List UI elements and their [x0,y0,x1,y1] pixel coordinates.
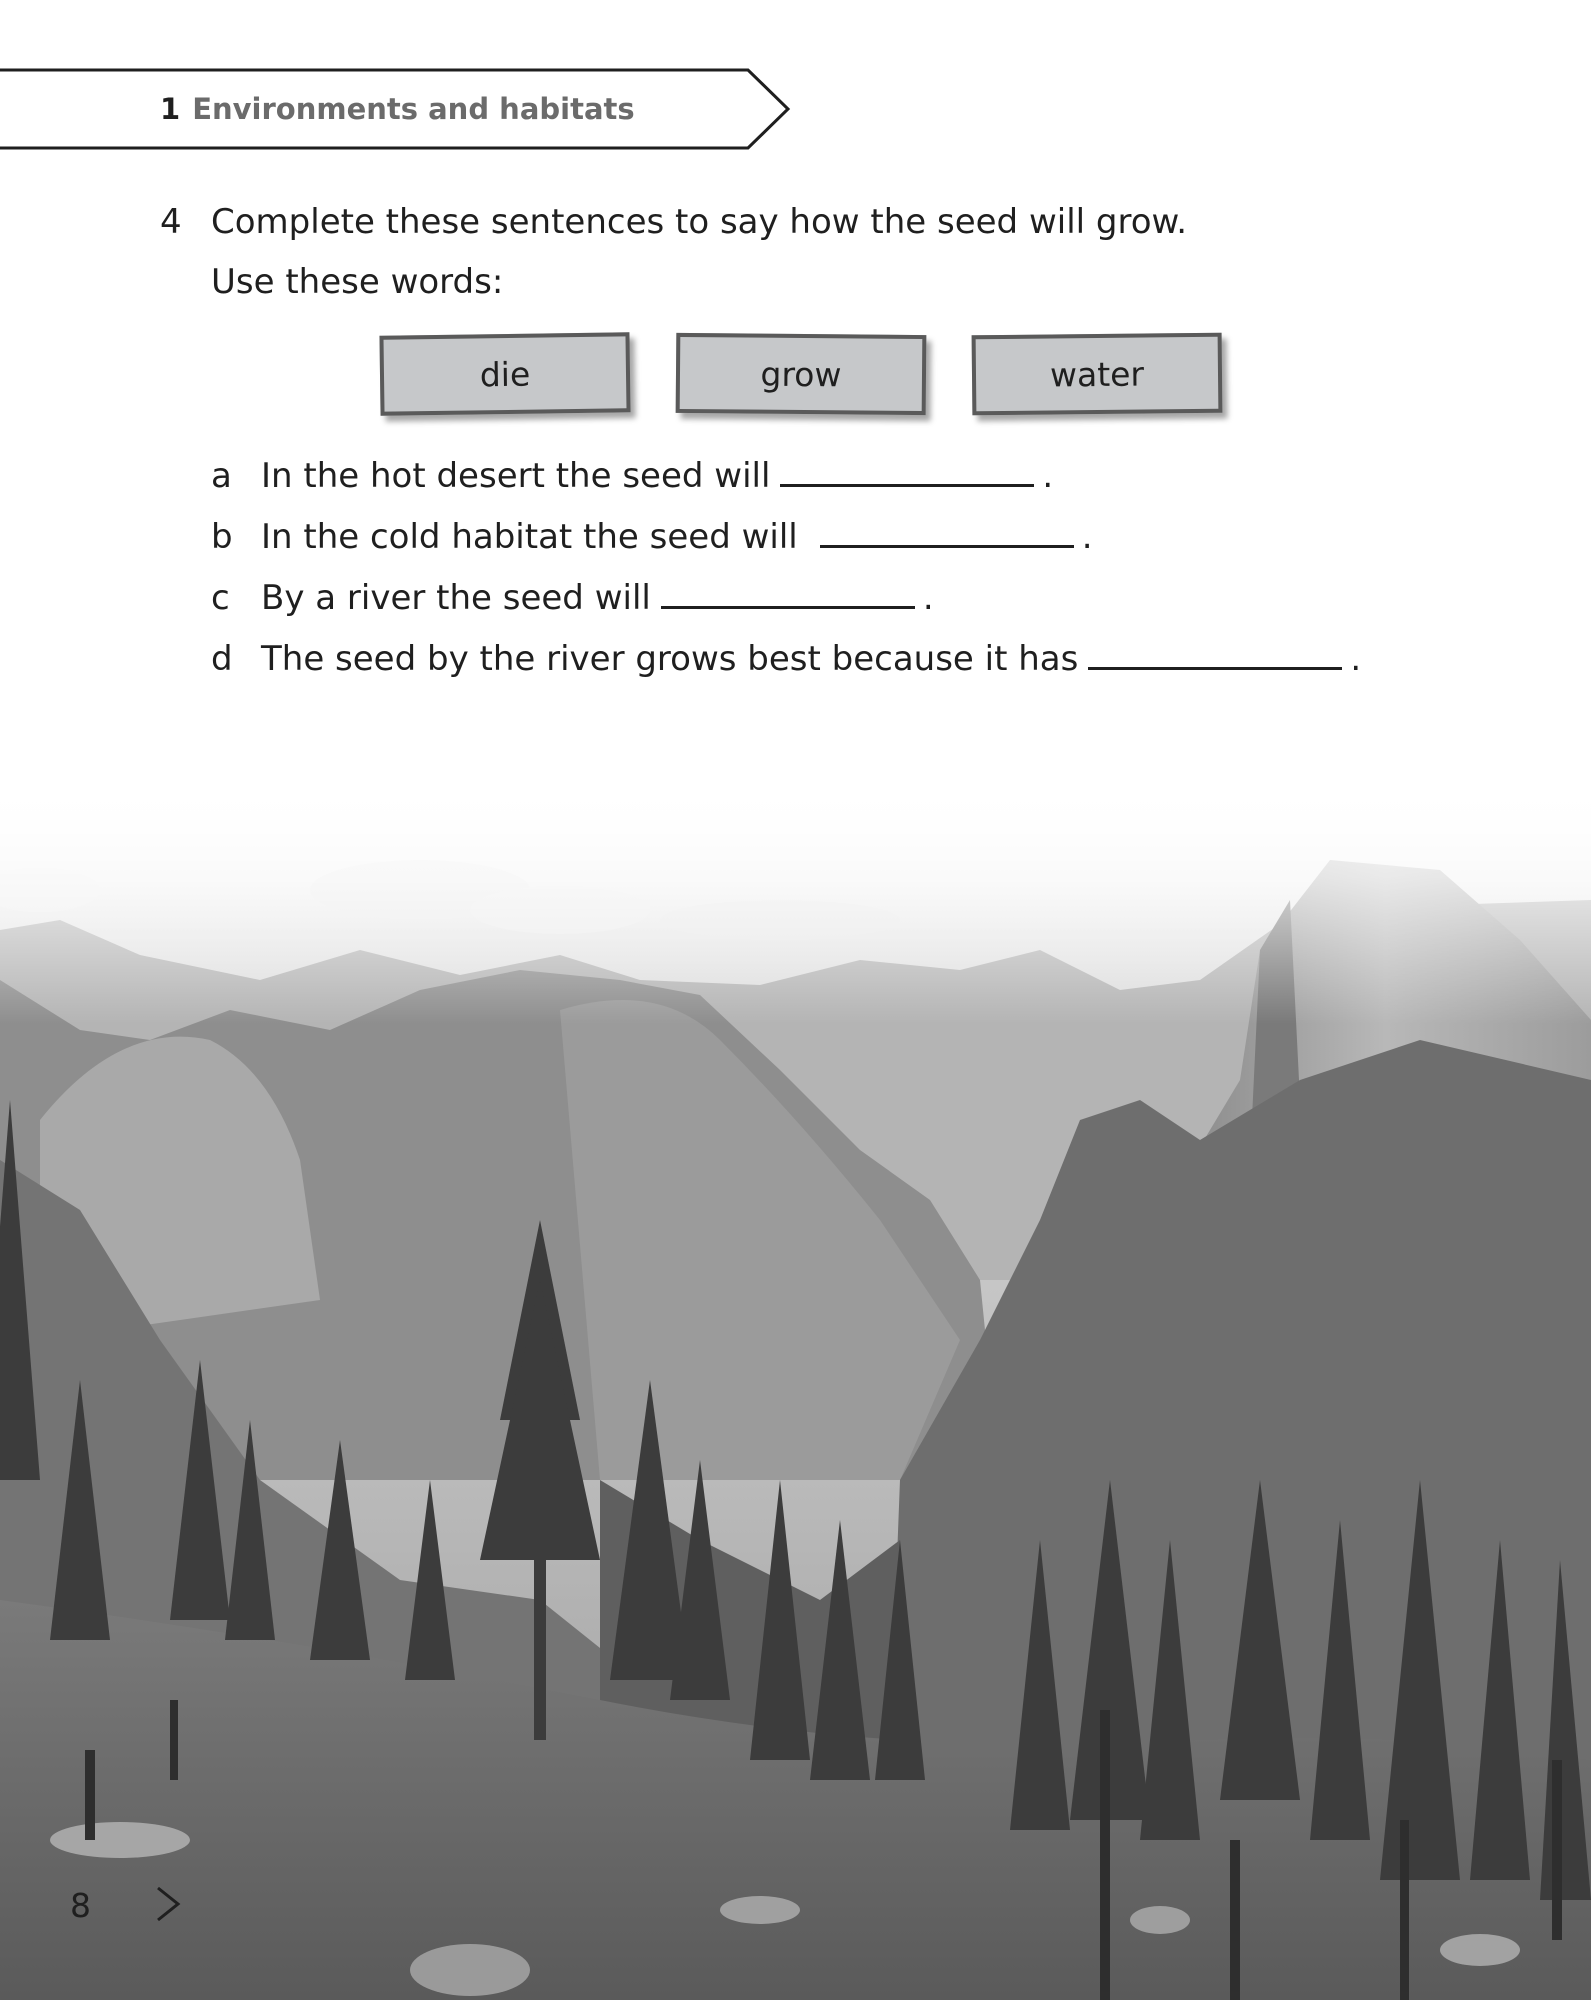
sentence-letter: c [211,578,230,618]
chapter-title: Environments and habitats [192,92,635,126]
answer-blank-d[interactable] [1088,666,1342,670]
sentence-letter: a [211,456,232,496]
sentence-end: . [922,578,934,618]
sentence-text: The seed by the river grows best because it has [261,639,1079,679]
page-number: 8 [70,1886,91,1925]
question-instruction: Use these words: [211,262,504,302]
chapter-number: 1 [160,92,181,126]
sentence-text: By a river the seed will [261,578,651,618]
sentence-end: . [1350,639,1362,679]
word-card-water: water [972,333,1223,416]
photo-illustration [0,780,1591,2000]
sentence-b [211,517,1093,557]
mountain-valley-photo [0,780,1591,2000]
sentence-letter: d [211,639,233,679]
sentence-a [211,456,1053,496]
sentence-text: In the cold habitat the seed will [261,517,798,557]
sentence-end: . [1042,456,1054,496]
word-card-grow: grow [676,333,927,415]
sentence-c [211,578,934,618]
sentence-text: In the hot desert the seed will [261,456,771,496]
question-number: 4 [160,202,182,242]
sentence-end: . [1081,517,1093,557]
chapter-heading [160,92,635,126]
question-prompt: Complete these sentences to say how the seed will grow. [211,202,1188,242]
answer-blank-b[interactable] [820,544,1074,548]
chevron-right-icon [150,1884,190,1924]
word-card-die: die [379,332,630,415]
sentence-d [211,639,1361,679]
answer-blank-c[interactable] [661,605,915,609]
sentence-letter: b [211,517,233,557]
answer-blank-a[interactable] [780,483,1034,487]
